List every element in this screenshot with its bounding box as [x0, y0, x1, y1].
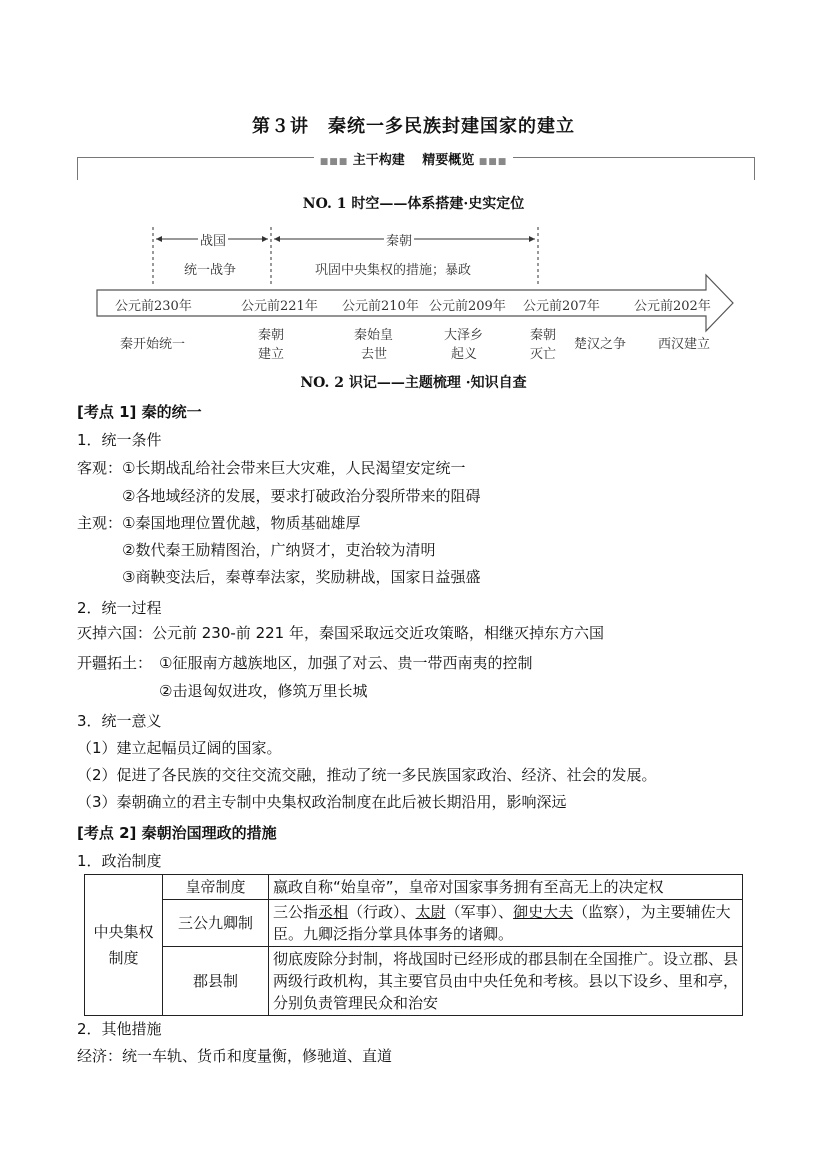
banner-left-dots: ■■■ [319, 157, 349, 167]
timeline-event: 建立 [258, 347, 285, 362]
period-label: 秦朝 [384, 230, 414, 249]
econ-measures: 经济：统一车轨、货币和度量衡，修驰道、直道 [77, 1047, 393, 1065]
timeline-event: 秦朝 [530, 328, 557, 343]
political-system-table [84, 874, 743, 1016]
obj-label: 客观： [77, 459, 123, 477]
timeline-event: 西汉建立 [658, 337, 711, 352]
kp1-s3: 3．统一意义 [77, 712, 162, 730]
no2-heading: NO. 2 识记——主题梳理 ·知识自查 [300, 375, 527, 391]
meaning-item: （1）建立起幅员辽阔的国家。 [77, 739, 282, 757]
section-banner [0, 149, 827, 168]
meaning-item: （2）促进了各民族的交往交流交融，推动了统一多民族国家政治、经济、社会的发展。 [77, 766, 657, 784]
timeline-event: 大泽乡 [444, 328, 484, 343]
sub-item: ①秦国地理位置优越，物质基础雄厚 [122, 514, 361, 532]
period-desc: 统一战争 [184, 263, 237, 278]
expand-item: ②击退匈奴进攻，修筑万里长城 [159, 682, 368, 700]
no1-heading: NO. 1 时空——体系搭建·史实定位 [302, 196, 525, 212]
table-cell-name: 郡县制 [163, 947, 269, 1016]
expand-item: ①征服南方越族地区，加强了对云、贵一带西南夷的控制 [159, 654, 533, 672]
timeline-date: 公元前209年 [429, 299, 506, 314]
timeline-date: 公元前230年 [115, 299, 192, 314]
table-row [85, 900, 743, 947]
sub-item: ②数代秦王励精图治，广纳贤才，吏治较为清明 [122, 541, 436, 559]
banner-label: 主干构建 精要概览 [352, 153, 475, 168]
obj-item: ②各地域经济的发展，要求打破政治分裂所带来的阻碍 [122, 487, 481, 505]
table-cell-name: 皇帝制度 [163, 875, 269, 900]
timeline-date: 公元前221年 [241, 299, 318, 314]
timeline-event: 秦开始统一 [120, 337, 186, 352]
kp1-heading: [考点 1] 秦的统一 [77, 403, 202, 421]
timeline-event: 起义 [451, 347, 478, 362]
timeline-date: 公元前210年 [342, 299, 419, 314]
process-text: 灭掉六国：公元前 230-前 221 年，秦国采取远交近攻策略，相继灭掉东方六国 [77, 624, 604, 642]
sub-label: 主观： [77, 514, 123, 532]
kp2-s1: 1．政治制度 [77, 852, 162, 870]
timeline-event: 秦始皇 [354, 328, 394, 343]
timeline-date: 公元前202年 [634, 299, 711, 314]
timeline-event: 楚汉之争 [574, 337, 627, 352]
obj-item: ①长期战乱给社会带来巨大灾难，人民渴望安定统一 [122, 459, 466, 477]
kp2-heading: [考点 2] 秦朝治国理政的措施 [77, 824, 277, 842]
table-row [85, 947, 743, 1016]
period-desc: 巩固中央集权的措施；暴政 [315, 263, 472, 278]
table-cell-desc: 三公指丞相（行政）、太尉（军事）、御史大夫（监察），为主要辅佐大臣。九卿泛指分掌具体事务的诸卿。 [269, 900, 743, 947]
table-cell-desc: 彻底废除分封制，将战国时已经形成的郡县制在全国推广。设立郡、县两级行政机构，其主要官员由中央任免和考核。县以下设乡、里和亭，分别负责管理民众和治安 [269, 947, 743, 1016]
kp1-s2: 2．统一过程 [77, 599, 162, 617]
period-label: 战国 [198, 230, 228, 249]
meaning-item: （3）秦朝确立的君主专制中央集权政治制度在此后被长期沿用，影响深远 [77, 793, 567, 811]
sub-item: ③商鞅变法后，秦尊奉法家，奖励耕战，国家日益强盛 [122, 568, 481, 586]
expand-label: 开疆拓土： [77, 654, 153, 672]
page-title: 第３讲 秦统一多民族封建国家的建立 [252, 116, 575, 137]
timeline-event: 去世 [361, 347, 388, 362]
table-cell-desc: 嬴政自称“始皇帝”，皇帝对国家事务拥有至高无上的决定权 [269, 875, 743, 900]
timeline-date: 公元前207年 [523, 299, 600, 314]
table-group-cell: 中央集权制度 [85, 875, 163, 1016]
kp1-s1: 1．统一条件 [77, 431, 162, 449]
timeline-event: 灭亡 [530, 347, 557, 362]
kp2-s2: 2．其他措施 [77, 1020, 162, 1038]
table-cell-name: 三公九卿制 [163, 900, 269, 947]
table-row [85, 875, 743, 900]
timeline-event: 秦朝 [258, 328, 285, 343]
banner-right-dots: ■■■ [478, 157, 508, 167]
